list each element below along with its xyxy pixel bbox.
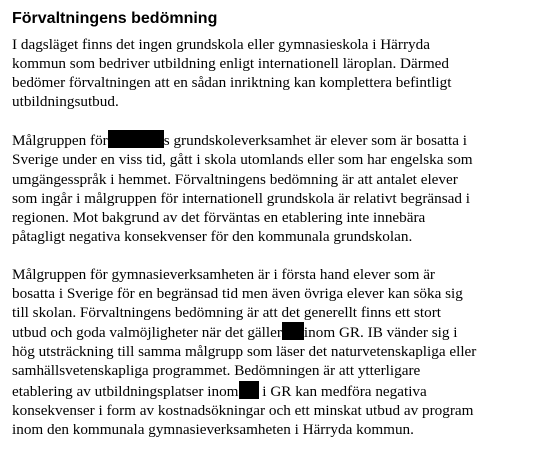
p3-line: hög utsträckning till samma målgrupp som läser det naturvetenskapliga eller <box>12 343 477 361</box>
p1-line: I dagsläget finns det ingen grundskola eller gymnasieskola i Härryda <box>12 36 430 53</box>
redaction-box <box>108 130 164 148</box>
p1-line: kommun som bedriver utbildning enligt internationell läroplan. Därmed <box>12 55 449 73</box>
p3-line: Målgruppen för gymnasieverksamheten är i första hand elever som är <box>12 265 435 283</box>
p2-line: Sverige under en viss tid, gått i skola utomlands eller som har engelska som <box>12 151 473 169</box>
p1-line: utbildningsutbud. <box>12 93 119 111</box>
p2-line-end: s grundskoleverksamhet är elever som är bosatta i <box>163 132 467 150</box>
document-body <box>12 9 538 458</box>
p3-line-end: i GR kan medföra negativa <box>258 382 427 400</box>
p3-line: till skolan. Förvaltningens bedömning är att det generellt finns ett stort <box>12 304 441 322</box>
p2-line: regionen. Mot bakgrund av det förväntas en etablering inte innebära <box>12 208 426 226</box>
p3-line-start: utbud och goda valmöjligheter när det gäller <box>12 324 282 342</box>
paragraph-3 <box>12 265 538 439</box>
p1-line: bedömer förvaltningen att en sådan inriktning kan komplettera befintligt <box>12 74 452 92</box>
redaction-box <box>239 381 259 399</box>
paragraph-2 <box>12 130 538 246</box>
p3-line: inom den kommunala gymnasieverksamheten i Härryda kommun. <box>12 420 414 438</box>
redaction-box <box>282 322 304 340</box>
p3-line: samhällsvetenskapliga programmet. Bedömningen är att ytterligare <box>12 362 421 380</box>
p3-line-start: etablering av utbildningsplatser inom <box>12 382 239 400</box>
p2-line-start: Målgruppen för <box>12 132 108 150</box>
paragraph-1 <box>12 35 538 111</box>
p2-line: som ingår i målgruppen för internationell grundskola är relativt begränsad i <box>12 189 471 207</box>
section-heading: Förvaltningens bedömning <box>12 10 218 27</box>
p3-line-end: inom GR. IB vänder sig i <box>303 324 458 342</box>
p3-line: konsekvenser i form av kostnadsökningar och ett minskat utbud av program <box>12 401 474 419</box>
p2-line: umgängesspråk i hemmet. Förvaltningens bedömning är att antalet elever <box>12 170 458 188</box>
p3-line: bosatta i Sverige för en begränsad tid men även övriga elever kan söka sig <box>12 285 463 303</box>
p2-line: påtagligt negativa konsekvenser för den kommunala grundskolan. <box>12 227 413 245</box>
